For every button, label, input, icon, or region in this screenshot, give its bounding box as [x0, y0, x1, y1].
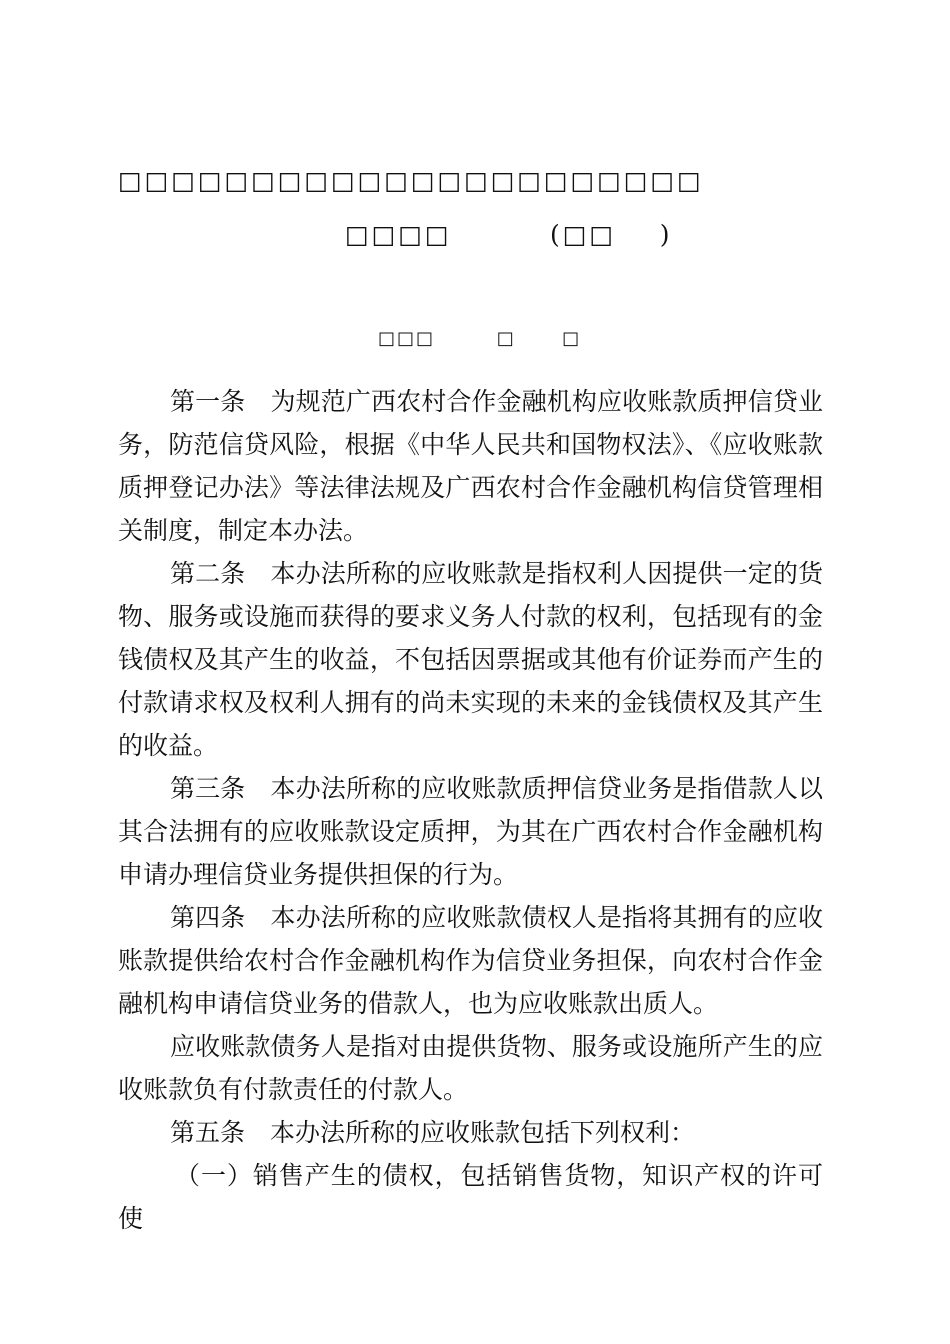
document-body	[118, 380, 823, 1240]
chapter-heading: □□□ □ □	[378, 328, 582, 349]
article-2: 第二条 本办法所称的应收账款是指权利人因提供一定的货物、服务或设施而获得的要求义务人付款的权利，包括现有的金钱债权及其产生的收益，不包括因票据或其他有价证券而产生的付款请求权及权利人拥有的尚未实现的未来的金钱债权及其产生的收益。	[118, 559, 823, 760]
article-3: 第三条 本办法所称的应收账款质押信贷业务是指借款人以其合法拥有的应收账款设定质押，为其在广西农村合作金融机构申请办理信贷业务提供担保的行为。	[118, 774, 823, 889]
document-subtitle: □□□□ (□□ )	[345, 220, 673, 249]
article-5-item-1: （一）销售产生的债权，包括销售货物，知识产权的许可使	[118, 1161, 823, 1233]
article-5: 第五条 本办法所称的应收账款包括下列权利：	[170, 1118, 696, 1147]
article-1: 第一条 为规范广西农村合作金融机构应收账款质押信贷业务，防范信贷风险，根据《中华人民共和国物权法》、《应收账款质押登记办法》等法律法规及广西农村合作金融机构信贷管理相关制度，制定本办法。	[118, 387, 823, 545]
article-4-paragraph-2: 应收账款债务人是指对由提供货物、服务或设施所产生的应收账款负有付款责任的付款人。	[118, 1032, 823, 1104]
document-title: □□□□□□□□□□□□□□□□□□□□□□	[118, 166, 704, 195]
article-4: 第四条 本办法所称的应收账款债权人是指将其拥有的应收账款提供给农村合作金融机构作为信贷业务担保，向农村合作金融机构申请信贷业务的借款人，也为应收账款出质人。	[118, 903, 823, 1018]
